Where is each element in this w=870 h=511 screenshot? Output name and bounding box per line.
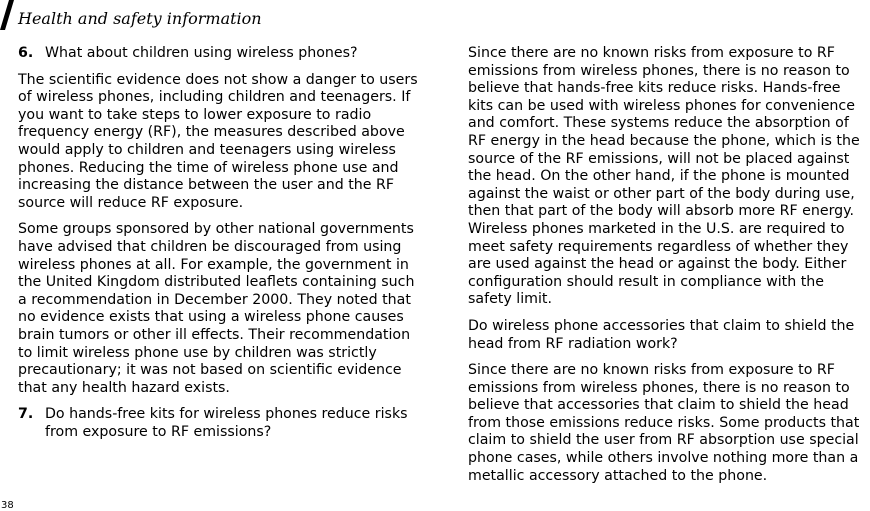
- question-item-7: [18, 406, 423, 441]
- header-bar-marker: [0, 0, 14, 30]
- body-paragraph: Since there are no known risks from exposure to RF emissions from wireless phones, there is no reason to believe that accessories that claim to shield the head from those emissions reduce risks. Some products that claim to shield the user from RF absorption use special phone cases, while others involve nothing more than a metallic accessory attached to the phone.: [468, 362, 860, 484]
- question-number: 7.: [18, 406, 34, 423]
- body-paragraph: Some groups sponsored by other national governments have advised that children be discouraged from using wireless phones at all. For example, the government in the United Kingdom distributed leaflets containing such a recommendation in December 2000. They noted that no evidence exists that using a wireless phone causes brain tumors or other ill effects. Their recommendation to limit wireless phone use by children was strictly precautionary; it was not based on scientific evidence that any health hazard exists.: [18, 221, 415, 396]
- sub-question: Do wireless phone accessories that claim to shield the head from RF radiation work?: [468, 317, 855, 352]
- question-number: 6.: [18, 45, 34, 61]
- right-column: [468, 45, 868, 494]
- question-text: What about children using wireless phones?: [45, 45, 358, 61]
- section-header-title: Health and safety information: [18, 9, 262, 28]
- left-column: [18, 45, 423, 450]
- question-text: Do hands-free kits for wireless phones reduce risks from exposure to RF emissions?: [45, 406, 408, 440]
- page-number: 38: [1, 500, 14, 511]
- body-paragraph: The scientific evidence does not show a danger to users of wireless phones, including children and teenagers. If you want to take steps to lower exposure to radio frequency energy (RF), the measures described above would apply to children and teenagers using wireless phones. Reducing the time of wireless phone use and increasing the distance between the user and the RF source will reduce RF exposure.: [18, 71, 418, 211]
- question-item-6: [18, 45, 423, 63]
- body-paragraph: Since there are no known risks from exposure to RF emissions from wireless phones, there is no reason to believe that hands-free kits reduce risks. Hands-free kits can be used with wireless phones for convenience and comfort. These systems reduce the absorption of RF energy in the head because the phone, which is the source of the RF emissions, will not be placed against the head. On the other hand, if the phone is mounted against the waist or other part of the body during use, then that part of the body will absorb more RF energy. Wireless phones marketed in the U.S. are required to meet safety requirements regardless of whether they are used against the head or against the body. Either configuration should result in compliance with the safety limit.: [468, 45, 860, 308]
